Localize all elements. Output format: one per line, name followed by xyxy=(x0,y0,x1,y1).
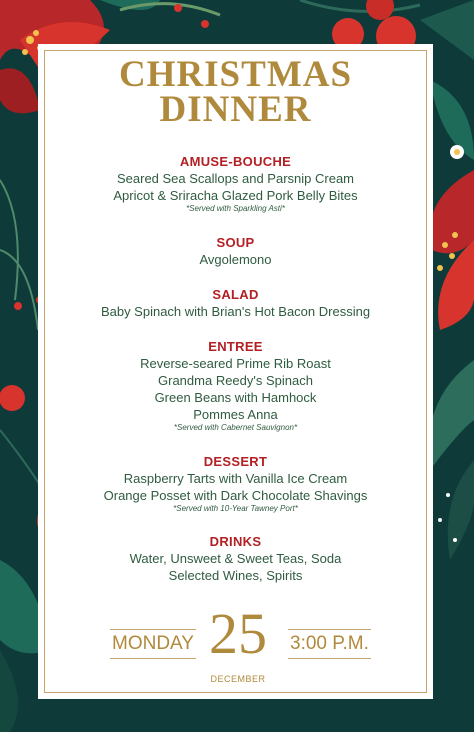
menu-item: Water, Unsweet & Sweet Teas, Soda xyxy=(129,551,342,566)
menu-item: Raspberry Tarts with Vanilla Ice Cream xyxy=(123,471,348,486)
section-heading: DRINKS xyxy=(209,534,262,549)
section-heading: AMUSE-BOUCHE xyxy=(179,154,292,169)
pairing-note: *Served with Cabernet Sauvignon* xyxy=(173,423,298,432)
menu-item: Reverse-seared Prime Rib Roast xyxy=(140,356,331,371)
menu-item: Orange Posset with Dark Chocolate Shavings xyxy=(103,488,368,503)
menu-item: Baby Spinach with Brian's Hot Bacon Dressing xyxy=(100,304,371,319)
menu-item: Grandma Reedy's Spinach xyxy=(158,373,313,388)
event-month: DECEMBER xyxy=(210,674,266,684)
section-heading: DESSERT xyxy=(203,454,268,469)
section-entree xyxy=(38,339,433,433)
event-time: 3:00 P.M. xyxy=(288,629,371,659)
menu-item: Pommes Anna xyxy=(193,407,278,422)
section-heading: SALAD xyxy=(212,287,259,302)
menu-item: Green Beans with Hamhock xyxy=(154,390,317,405)
menu-item: Apricot & Sriracha Glazed Pork Belly Bites xyxy=(113,188,358,203)
pairing-note: *Served with Sparkling Asti* xyxy=(186,204,285,213)
title-line-1: CHRISTMAS xyxy=(118,54,353,95)
section-heading: ENTREE xyxy=(208,339,263,354)
section-salad xyxy=(38,287,433,320)
menu-item: Selected Wines, Spirits xyxy=(168,568,303,583)
menu-item: Avgolemono xyxy=(199,252,272,267)
section-amuse-bouche xyxy=(38,154,433,214)
pairing-note: *Served with 10-Year Tawney Port* xyxy=(173,504,298,513)
section-heading: SOUP xyxy=(216,235,255,250)
section-soup xyxy=(38,235,433,268)
event-date-footer xyxy=(38,601,433,692)
menu-item: Seared Sea Scallops and Parsnip Cream xyxy=(116,171,355,186)
section-dessert xyxy=(38,454,433,514)
section-drinks xyxy=(38,534,433,584)
event-date-number: 25 xyxy=(209,601,267,666)
event-day: MONDAY xyxy=(110,629,196,659)
title-line-2: DINNER xyxy=(159,89,312,130)
menu-card xyxy=(38,44,433,699)
